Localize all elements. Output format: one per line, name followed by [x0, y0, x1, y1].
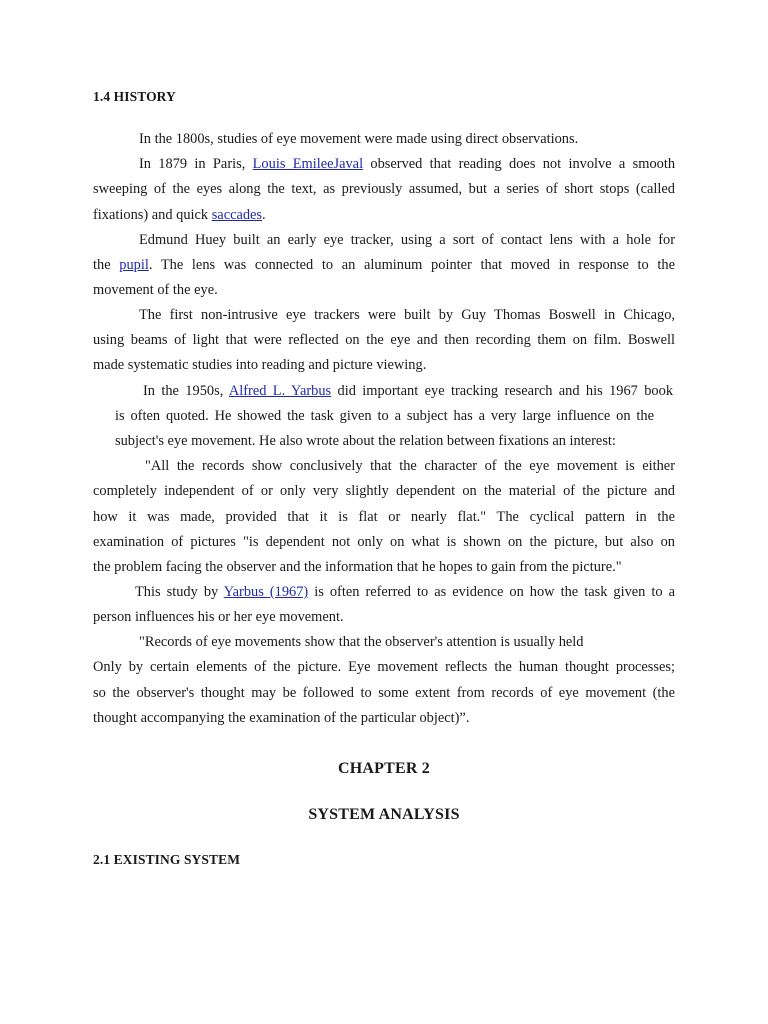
paragraph-line: In the 1800s, studies of eye movement were made using direct observations.: [139, 131, 579, 147]
paragraph-line: The first non-intrusive eye trackers were built by Guy Thomas Boswell in Chicago,: [139, 307, 675, 323]
paragraph-line: the pupil. The lens was connected to an aluminum pointer that moved in response to the: [93, 257, 675, 273]
quote-line: so the observer's thought may be followed to some extent from records of eye movement (the: [93, 685, 675, 701]
paragraph-line: This study by Yarbus (1967) is often referred to as evidence on how the task given to a: [135, 584, 675, 600]
section-heading-history: 1.4 HISTORY: [93, 89, 176, 104]
paragraph-line: made systematic studies into reading and picture viewing.: [93, 357, 427, 373]
chapter-title: SYSTEM ANALYSIS: [308, 806, 460, 823]
section-heading-existing-system: 2.1 EXISTING SYSTEM: [93, 852, 241, 867]
paragraph-line: movement of the eye.: [93, 282, 218, 298]
link-saccades[interactable]: saccades: [211, 207, 263, 223]
link-yarbus-1967[interactable]: Yarbus (1967): [223, 584, 309, 600]
quote-line: examination of pictures "is dependent not only on what is shown on the picture, but also on: [93, 534, 675, 550]
link-louis-emile-javal[interactable]: Louis EmileeJaval: [252, 156, 364, 172]
quote-line: completely independent of or only very slightly dependent on the material of the picture and: [93, 483, 675, 499]
paragraph-line: In the 1950s, Alfred L. Yarbus did important eye tracking research and his 1967 book: [143, 383, 673, 399]
quote-line: how it was made, provided that it is flat or nearly flat." The cyclical pattern in the: [93, 509, 675, 525]
link-alfred-yarbus[interactable]: Alfred L. Yarbus: [228, 383, 332, 399]
paragraph-line: person influences his or her eye movement.: [93, 609, 344, 625]
link-pupil[interactable]: pupil: [119, 257, 149, 273]
paragraph-line: In 1879 in Paris, Louis EmileeJaval observed that reading does not involve a smooth: [139, 156, 675, 172]
paragraph-line: Edmund Huey built an early eye tracker, using a sort of contact lens with a hole for: [139, 232, 675, 248]
quote-line: "Records of eye movements show that the observer's attention is usually held: [139, 634, 584, 650]
paragraph-line: is often quoted. He showed the task given to a subject has a very large influence on the: [115, 408, 654, 424]
paragraph-line: using beams of light that were reflected on the eye and then recording them on film. Boswell: [93, 332, 675, 348]
quote-line: "All the records show conclusively that the character of the eye movement is either: [145, 458, 675, 474]
quote-line: the problem facing the observer and the information that he hopes to gain from the picture.": [93, 559, 622, 575]
quote-line: Only by certain elements of the picture. Eye movement reflects the human thought processes;: [93, 659, 675, 675]
paragraph-line: fixations) and quick saccades.: [93, 207, 266, 223]
paragraph-line: subject's eye movement. He also wrote about the relation between fixations an interest:: [115, 433, 616, 449]
chapter-number: CHAPTER 2: [337, 760, 431, 777]
quote-line: thought accompanying the examination of the particular object)”.: [93, 710, 470, 726]
paragraph-line: sweeping of the eyes along the text, as previously assumed, but a series of short stops (called: [93, 181, 675, 197]
